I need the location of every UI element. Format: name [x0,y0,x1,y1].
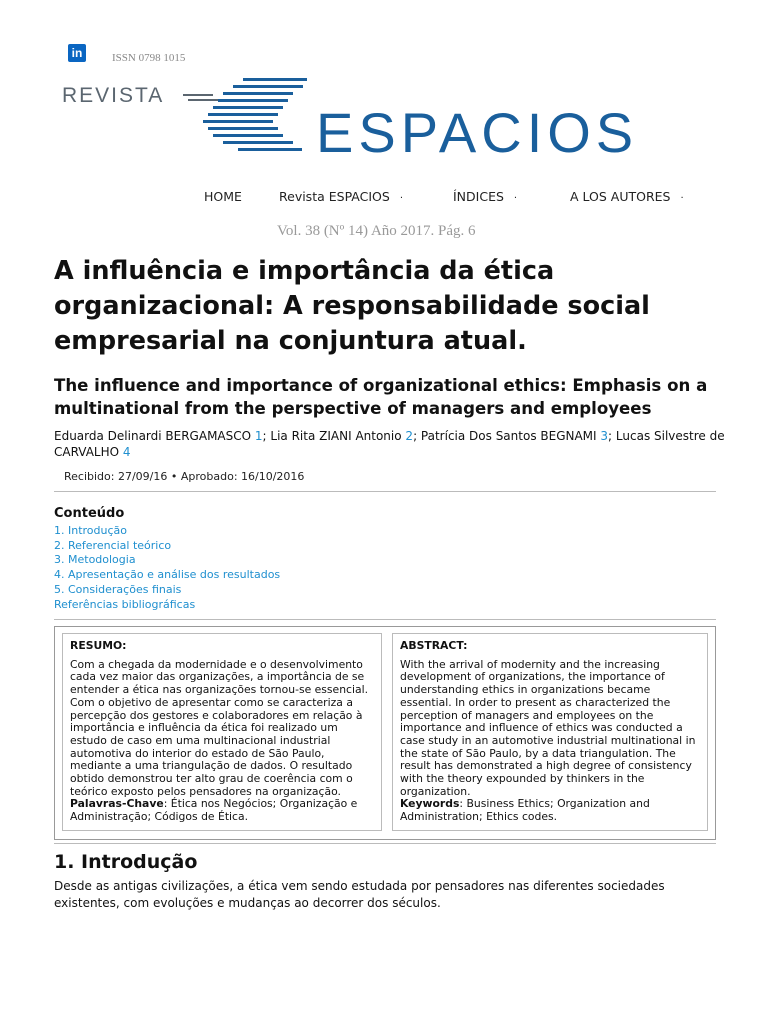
author-ref-link[interactable]: 2 [405,429,414,443]
author-name: Lucas Silvestre de CARVALHO [54,429,725,459]
abstract-column [392,633,708,831]
logo-stripes-icon [183,78,313,158]
nav-indices-label[interactable]: ÍNDICES [453,189,504,204]
nav-separator: · [680,193,684,204]
abstract-keywords [400,798,700,823]
divider [54,491,716,492]
nav-home[interactable] [204,189,242,204]
nav-home-label[interactable]: HOME [204,189,242,204]
linkedin-icon[interactable]: in [68,44,86,62]
logo-revista-text: REVISTA [62,84,165,107]
article-subtitle: The influence and importance of organizational ethics: Emphasis on a multinational from the perspective of managers and employees [54,376,708,418]
nav-revista-label[interactable]: Revista ESPACIOS [279,189,390,204]
toc-link[interactable]: Referências bibliográficas [54,597,196,611]
keywords-text: : Ética nos Negócios; Organização e Administração; Códigos de Ética. [70,797,358,824]
nav-indices[interactable] [453,189,517,204]
resumo-body: Com a chegada da modernidade e o desenvolvimento cada vez maior das organizações, a importância de se entender a ética nas organizações tornou-se essencial. Com o objetivo de apresentar como se caracteriza a percepção dos gestores e colaboradores em relação à importância e influência da ética foi realizado um estudo de caso em uma multinacional industrial automotiva do interior do estado de São Paulo, mediante a uma triangulação de dados. O resultado obtido demonstrou ter alto grau de coerência com o teórico exposto pelos pensadores na organização. [70,657,369,798]
author-name: Patrícia Dos Santos BEGNAMI [420,429,597,443]
author-list: Eduarda Delinardi BERGAMASCO 1; Lia Rita ZIANI Antonio 2; Patrícia Dos Santos BEGNAMI 3; Lucas Silvestre de CARVALHO 4 [54,429,725,459]
section-paragraph: Desde as antigas civilizações, a ética vem sendo estudada por pensadores nas diferentes sociedades existentes, com evoluções e mudanças ao decorrer dos séculos. [54,879,665,910]
resumo-column [62,633,382,831]
toc-link[interactable]: 3. Metodologia [54,553,136,567]
keywords-label: Palavras-Chave [70,797,164,811]
section-heading: 1. Introdução [54,851,198,873]
nav-autores[interactable] [570,189,684,204]
volume-info: Vol. 38 (Nº 14) Año 2017. Pág. 6 [277,223,476,239]
toc-list [54,524,280,612]
abstract-body: With the arrival of modernity and the increasing development of organizations, the importance of understanding ethics in organizations became essential. In order to present as characterized the perception of managers and employees on the importance and influence of ethics was conducted a case study in an automotive industrial multinational in the state of São Paulo, by a data triangulation. The result has demonstrated a high degree of consistency with the theory expounded by thinkers in the organization. [400,657,696,798]
abstract-box [54,626,716,840]
dates-line: Recibido: 27/09/16 • Aprobado: 16/10/2016 [64,470,305,483]
nav-revista[interactable] [279,189,403,204]
toc-link[interactable]: 2. Referencial teórico [54,538,172,552]
logo-espacios-text: ESPACIOS [316,101,639,164]
abstract-heading: ABSTRACT: [400,639,468,652]
divider [54,843,716,844]
issn-label: ISSN 0798 1015 [112,52,186,64]
nav-autores-label[interactable]: A LOS AUTORES [570,189,671,204]
article-title: A influência e importância da ética organizacional: A responsabilidade social empresarial na conjuntura atual. [54,256,650,356]
keywords-label: Keywords [400,797,460,811]
toc-title: Conteúdo [54,506,125,521]
author-ref-link[interactable]: 4 [122,445,131,459]
nav-separator: · [513,193,518,204]
author-ref-link[interactable]: 1 [254,429,263,443]
toc-link[interactable]: 4. Apresentação e análise dos resultados [54,568,281,582]
nav-separator: · [399,193,404,204]
toc-link[interactable]: 1. Introdução [54,524,128,537]
keywords-text: : Business Ethics; Organization and Administration; Ethics codes. [400,797,650,824]
author-name: Lia Rita ZIANI Antonio [270,429,402,443]
author-name: Eduarda Delinardi BERGAMASCO [54,429,252,443]
divider [54,619,716,620]
resumo-keywords [70,798,374,823]
author-ref-link[interactable]: 3 [600,429,609,443]
toc-link[interactable]: 5. Considerações finais [54,582,182,596]
resumo-heading: RESUMO: [70,639,127,652]
